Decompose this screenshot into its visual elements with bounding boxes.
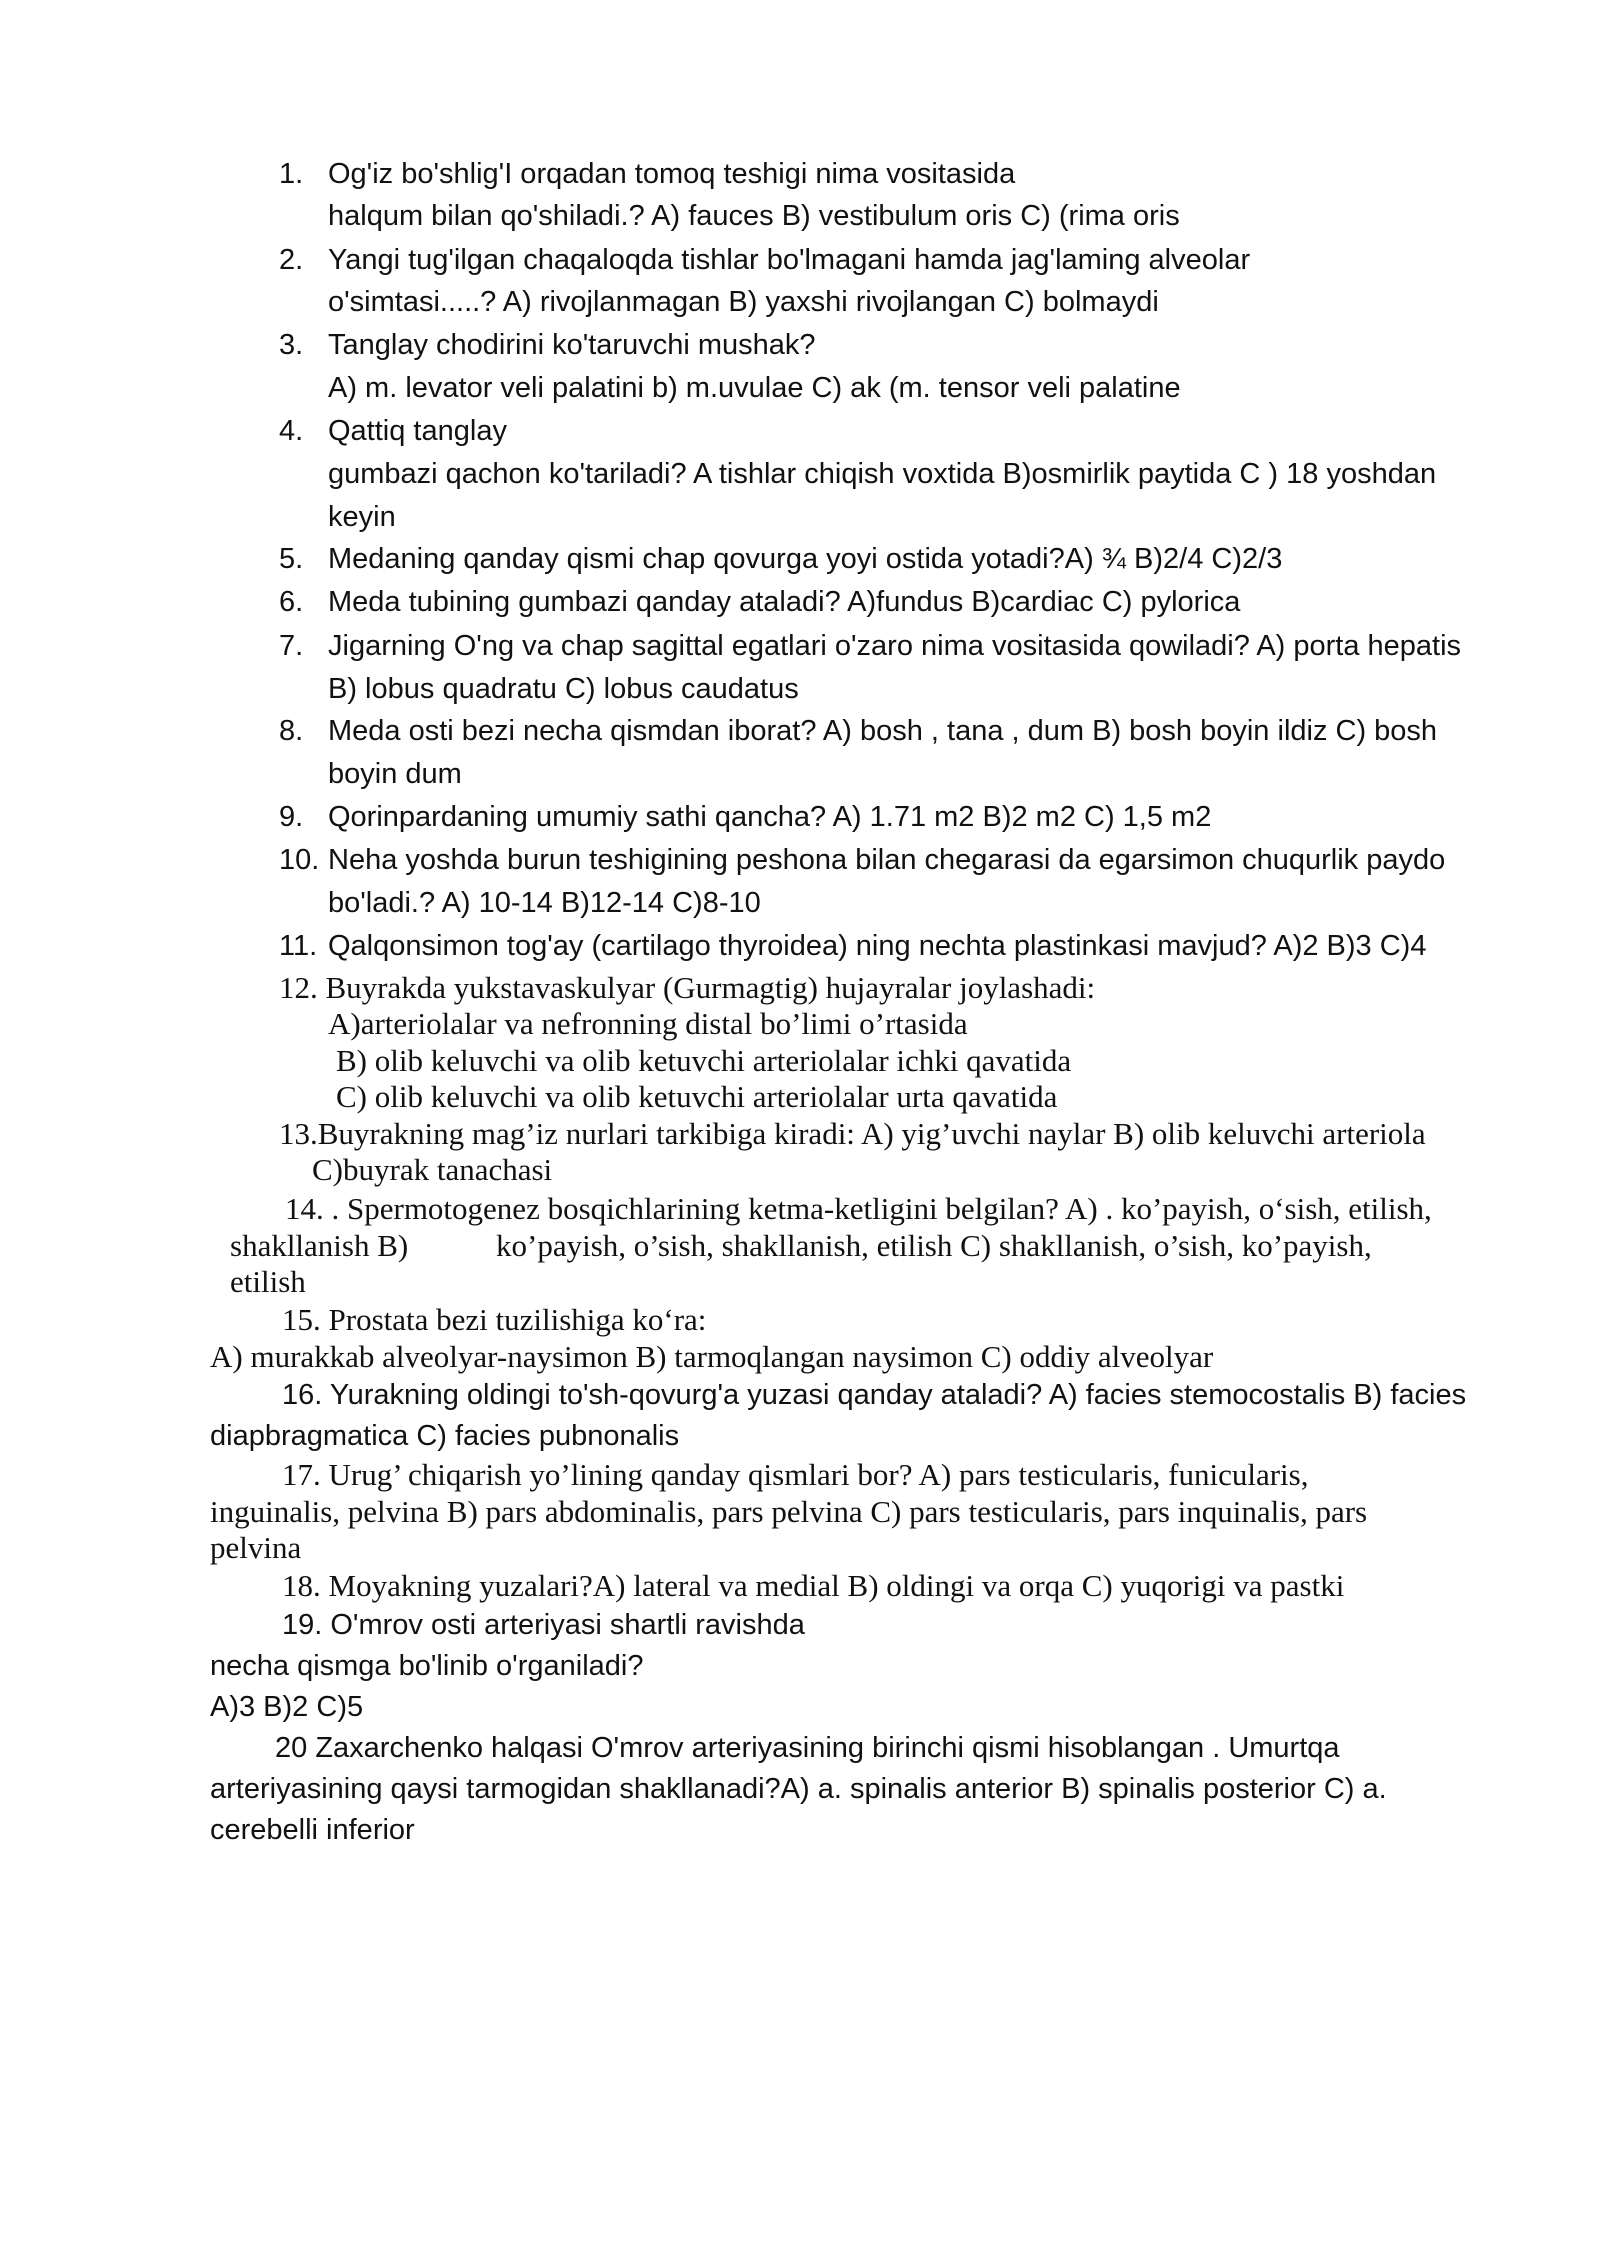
question-text: necha qismga bo'linib o'rganiladi? bbox=[210, 1650, 644, 1682]
question-text: boyin dum bbox=[328, 758, 462, 790]
question-text: 12. Buyrakda yukstavaskulyar (Gurmagtig) hujayralar joylashadi: bbox=[279, 970, 1096, 1005]
question-text: ko’payish, o’sish, shakllanish, etilish C) shakllanish, o’sish, ko’payish, bbox=[496, 1228, 1372, 1263]
answer-option: A)arteriolalar va nefronning distal bo’limi o’rtasida bbox=[328, 1006, 968, 1041]
question-text: Qattiq tanglay bbox=[328, 415, 507, 447]
question-text: Meda tubining gumbazi qanday ataladi? A)fundus B)cardiac C) pylorica bbox=[328, 586, 1241, 618]
question-text: 19. O'mrov osti arteriyasi shartli ravishda bbox=[282, 1609, 805, 1641]
answer-option: A)3 B)2 C)5 bbox=[210, 1691, 364, 1723]
list-number: 3. bbox=[279, 329, 304, 361]
question-text: o'simtasi.....? A) rivojlanmagan B) yaxshi rivojlangan C) bolmaydi bbox=[328, 286, 1159, 318]
question-text: 13.Buyrakning mag’iz nurlari tarkibiga kiradi: A) yig’uvchi naylar B) olib keluvchi arteriola bbox=[279, 1116, 1426, 1151]
question-text: etilish bbox=[230, 1264, 306, 1299]
answer-option: A) murakkab alveolyar-naysimon B) tarmoqlangan naysimon C) oddiy alveolyar bbox=[210, 1339, 1214, 1374]
question-text: cerebelli inferior bbox=[210, 1814, 415, 1846]
list-number: 7. bbox=[279, 630, 304, 662]
question-text: 20 Zaxarchenko halqasi O'mrov arteriyasining birinchi qismi hisoblangan . Umurtqa bbox=[275, 1732, 1340, 1764]
question-text: Jigarning O'ng va chap sagittal egatlari o'zaro nima vositasida qowiladi? A) porta hepatis bbox=[328, 630, 1462, 662]
question-text: arteriyasining qaysi tarmogidan shakllanadi?A) a. spinalis anterior B) spinalis posterior C) a. bbox=[210, 1773, 1387, 1805]
question-text: B) lobus quadratu C) lobus caudatus bbox=[328, 673, 799, 705]
question-text: Og'iz bo'shlig'I orqadan tomoq teshigi nima vositasida bbox=[328, 158, 1016, 190]
list-number: 10. bbox=[279, 844, 320, 876]
question-text: inguinalis, pelvina B) pars abdominalis, pars pelvina C) pars testicularis, pars inquinalis, pars bbox=[210, 1494, 1368, 1529]
question-text: Medaning qanday qismi chap qovurga yoyi ostida yotadi?A) ¾ B)2/4 C)2/3 bbox=[328, 543, 1283, 575]
question-text: 16. Yurakning oldingi to'sh-qovurg'a yuzasi qanday ataladi? A) facies stemocostalis B) facies bbox=[282, 1379, 1467, 1411]
question-text: Meda osti bezi necha qismdan iborat? A) bosh , tana , dum B) bosh boyin ildiz C) bosh bbox=[328, 715, 1438, 747]
list-number: 8. bbox=[279, 715, 304, 747]
question-text: halqum bilan qo'shiladi.? A) fauces B) vestibulum oris C) (rima oris bbox=[328, 200, 1180, 232]
list-number: 6. bbox=[279, 586, 304, 618]
answer-option: C)buyrak tanachasi bbox=[312, 1152, 553, 1187]
list-number: 4. bbox=[279, 415, 304, 447]
list-number: 2. bbox=[279, 244, 304, 276]
list-number: 9. bbox=[279, 801, 304, 833]
answer-option: B) olib keluvchi va olib ketuvchi arteriolalar ichki qavatida bbox=[336, 1043, 1072, 1078]
answer-option: C) olib keluvchi va olib ketuvchi arteriolalar urta qavatida bbox=[336, 1079, 1058, 1114]
question-text: pelvina bbox=[210, 1530, 302, 1565]
question-text: gumbazi qachon ko'tariladi? A tishlar chiqish voxtida B)osmirlik paytida C ) 18 yoshdan bbox=[328, 458, 1437, 490]
question-text: 15. Prostata bezi tuzilishiga ko‘ra: bbox=[282, 1302, 707, 1337]
question-text: Qorinpardaning umumiy sathi qancha? A) 1.71 m2 B)2 m2 C) 1,5 m2 bbox=[328, 801, 1212, 833]
question-text: 14. . Spermotogenez bosqichlarining ketma-ketligini belgilan? A) . ko’payish, o‘sish, etilish, bbox=[285, 1191, 1432, 1226]
question-text: shakllanish B) bbox=[230, 1228, 409, 1263]
question-text: bo'ladi.? A) 10-14 B)12-14 C)8-10 bbox=[328, 887, 761, 919]
question-text: keyin bbox=[328, 501, 396, 533]
list-number: 5. bbox=[279, 543, 304, 575]
question-text: Qalqonsimon tog'ay (cartilago thyroidea) ning nechta plastinkasi mavjud? A)2 B)3 C)4 bbox=[328, 930, 1427, 962]
question-text: diapbragmatica C) facies pubnonalis bbox=[210, 1420, 680, 1452]
question-text: 18. Moyakning yuzalari?A) lateral va medial B) oldingi va orqa C) yuqorigi va pastki bbox=[282, 1568, 1345, 1603]
question-text: A) m. levator veli palatini b) m.uvulae C) ak (m. tensor veli palatine bbox=[328, 372, 1181, 404]
list-number: 1. bbox=[279, 158, 304, 190]
question-text: 17. Urug’ chiqarish yo’lining qanday qismlari bor? A) pars testicularis, funicularis, bbox=[282, 1457, 1309, 1492]
list-number: 11. bbox=[279, 930, 318, 962]
question-text: Yangi tug'ilgan chaqaloqda tishlar bo'lmagani hamda jag'laming alveolar bbox=[328, 244, 1251, 276]
question-text: Tanglay chodirini ko'taruvchi mushak? bbox=[328, 329, 816, 361]
question-text: Neha yoshda burun teshigining peshona bilan chegarasi da egarsimon chuqurlik paydo bbox=[328, 844, 1446, 876]
